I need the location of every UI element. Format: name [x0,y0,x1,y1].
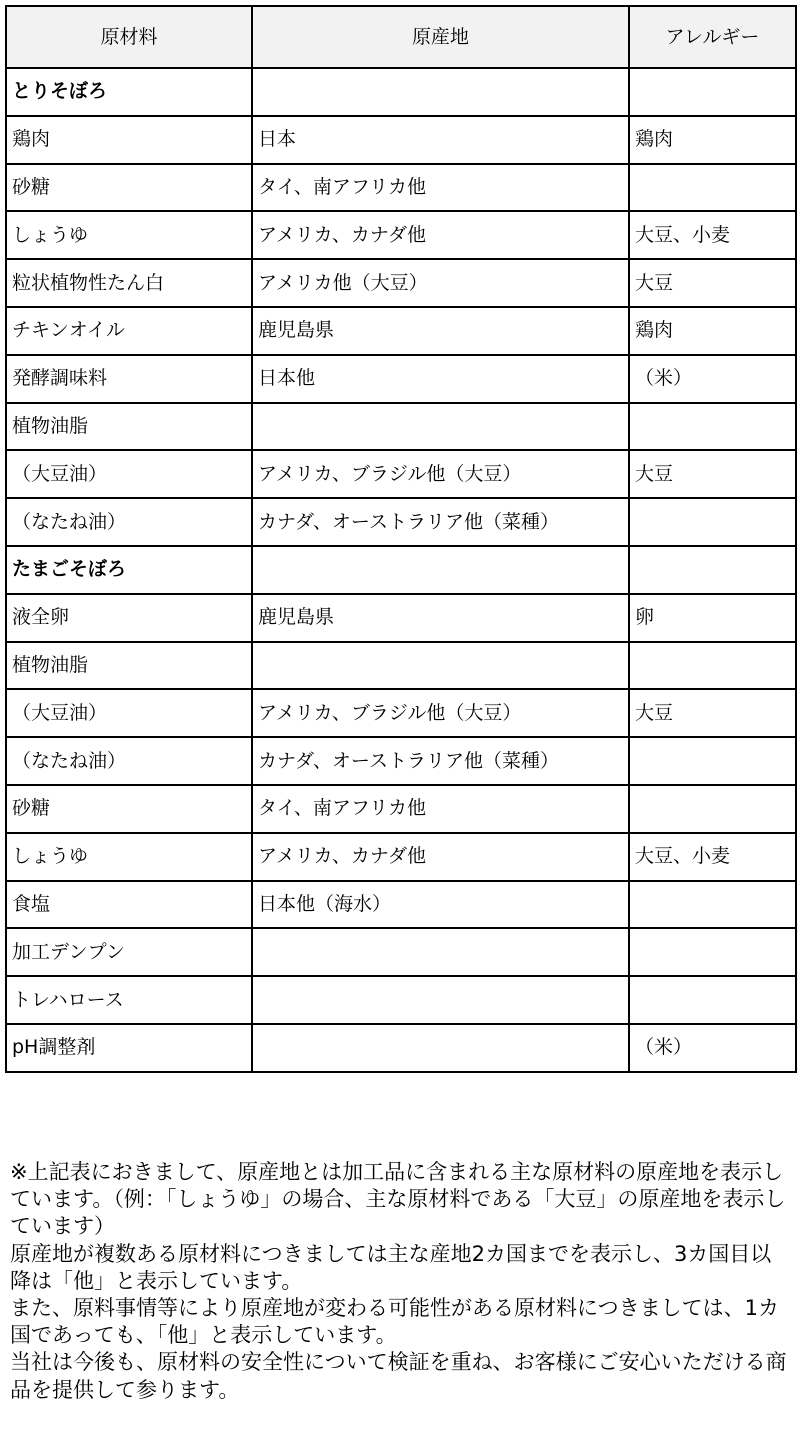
cell-allergy: （米） [629,1024,796,1072]
cell-origin: 日本他 [252,355,629,403]
table-row [6,259,796,307]
table-row [6,833,796,881]
section-header-row [6,546,796,594]
cell-origin [252,1024,629,1072]
cell-origin: カナダ、オーストラリア他（菜種） [252,737,629,785]
table-row [6,164,796,212]
cell-allergy: 卵 [629,594,796,642]
cell-material: 発酵調味料 [6,355,252,403]
cell-origin [252,976,629,1024]
header-origin: 原産地 [252,6,629,68]
section-header-row [6,68,796,116]
cell-material: 液全卵 [6,594,252,642]
table-row [6,785,796,833]
cell-material: 粒状植物性たん白 [6,259,252,307]
cell-allergy: 大豆 [629,689,796,737]
cell-material: 砂糖 [6,164,252,212]
table-row [6,498,796,546]
note-paragraph: 原産地が複数ある原材料につきましては主な産地2カ国までを表示し、3カ国目以降は「他」と表示しています。 [10,1241,772,1293]
cell-origin: 日本他（海水） [252,881,629,929]
cell-origin [252,928,629,976]
table-row [6,450,796,498]
cell-allergy [629,928,796,976]
cell-origin: アメリカ、ブラジル他（大豆） [252,450,629,498]
cell-origin: タイ、南アフリカ他 [252,164,629,212]
table-row [6,403,796,451]
cell-allergy [629,642,796,690]
cell-material: トレハロース [6,976,252,1024]
footnotes [10,1159,790,1404]
cell-material: 加工デンプン [6,928,252,976]
header-material: 原材料 [6,6,252,68]
cell-allergy [629,164,796,212]
table-row [6,116,796,164]
cell-material: 食塩 [6,881,252,929]
cell-origin: アメリカ、カナダ他 [252,833,629,881]
cell-allergy: 大豆、小麦 [629,833,796,881]
cell-origin: 日本 [252,116,629,164]
table-row [6,307,796,355]
cell-material: たまごそぼろ [6,546,252,594]
table-row [6,737,796,785]
cell-origin: 鹿児島県 [252,307,629,355]
table-body [6,68,796,1072]
table-row [6,1024,796,1072]
cell-origin: アメリカ、ブラジル他（大豆） [252,689,629,737]
cell-origin [252,403,629,451]
cell-allergy [629,546,796,594]
table-row [6,594,796,642]
cell-allergy [629,976,796,1024]
cell-material: 植物油脂 [6,403,252,451]
cell-origin: アメリカ他（大豆） [252,259,629,307]
cell-material: 砂糖 [6,785,252,833]
cell-allergy: 大豆、小麦 [629,211,796,259]
table-row [6,976,796,1024]
cell-material: しょうゆ [6,833,252,881]
table-row [6,642,796,690]
header-allergy: アレルギー [629,6,796,68]
cell-origin: カナダ、オーストラリア他（菜種） [252,498,629,546]
cell-material: 植物油脂 [6,642,252,690]
table-header-row [6,6,796,68]
cell-allergy [629,68,796,116]
cell-material: pH調整剤 [6,1024,252,1072]
table-row [6,211,796,259]
table-row [6,881,796,929]
cell-material: （大豆油） [6,450,252,498]
cell-origin: 鹿児島県 [252,594,629,642]
cell-allergy: 鶏肉 [629,307,796,355]
note-paragraph: 当社は今後も、原材料の安全性について検証を重ね、お客様にご安心いただける商品を提供して参ります。 [10,1350,787,1402]
cell-origin: アメリカ、カナダ他 [252,211,629,259]
cell-allergy: 大豆 [629,259,796,307]
cell-allergy [629,737,796,785]
note-paragraph: また、原料事情等により原産地が変わる可能性がある原材料につきましては、1カ国であっても、「他」と表示しています。 [10,1296,779,1348]
cell-allergy [629,403,796,451]
cell-material: しょうゆ [6,211,252,259]
table-row [6,928,796,976]
note-paragraph: ※上記表におきまして、原産地とは加工品に含まれる主な原材料の原産地を表示しています。（例：「しょうゆ」の場合、主な原材料である「大豆」の原産地を表示しています） [10,1160,786,1239]
cell-material: チキンオイル [6,307,252,355]
table-row [6,689,796,737]
cell-origin [252,546,629,594]
cell-allergy [629,881,796,929]
cell-allergy [629,785,796,833]
cell-origin [252,642,629,690]
cell-material: （なたね油） [6,737,252,785]
cell-allergy: 大豆 [629,450,796,498]
cell-allergy [629,498,796,546]
cell-material: （大豆油） [6,689,252,737]
cell-material: 鶏肉 [6,116,252,164]
cell-allergy: 鶏肉 [629,116,796,164]
cell-allergy: （米） [629,355,796,403]
cell-material: とりそぼろ [6,68,252,116]
cell-origin [252,68,629,116]
cell-origin: タイ、南アフリカ他 [252,785,629,833]
cell-material: （なたね油） [6,498,252,546]
ingredient-origin-table [5,5,797,1073]
table-row [6,355,796,403]
